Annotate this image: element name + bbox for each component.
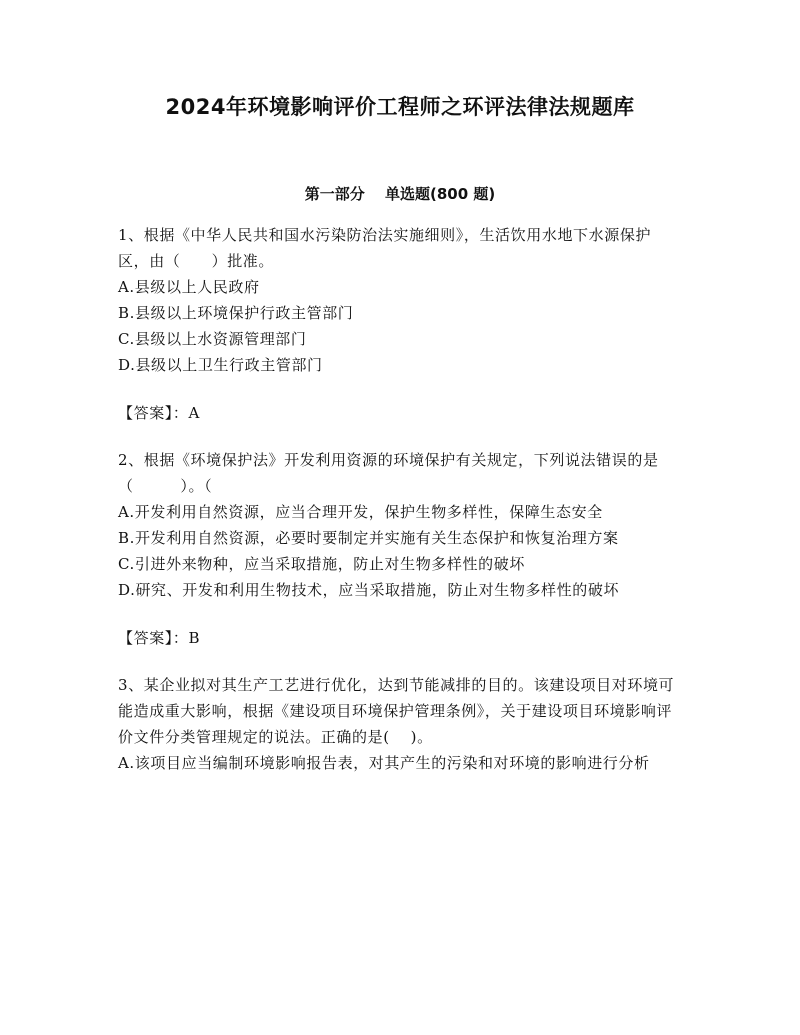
question-1 [118,222,682,426]
option-a: A.该项目应当编制环境影响报告表，对其产生的污染和对环境的影响进行分析 [118,754,650,772]
option-d: D.县级以上卫生行政主管部门 [118,356,323,374]
option-a: A.县级以上人民政府 [118,278,260,296]
answer-value: B [188,629,201,647]
section-title: 第一部分 单选题(800 题) [304,185,496,203]
question-3 [118,672,682,776]
document-title: 2024年环境影响评价工程师之环评法律法规题库 [165,95,635,119]
option-list [118,499,682,603]
answer-value: A [188,404,200,422]
question-text: 1、根据《中华人民共和国水污染防治法实施细则》，生活饮用水地下水源保护区，由（ ）批准。 [118,226,652,270]
option-b: B.县级以上环境保护行政主管部门 [118,304,354,322]
option-list [118,274,682,378]
option-b: B.开发利用自然资源，必要时要制定并实施有关生态保护和恢复治理方案 [118,529,619,547]
option-list [118,750,682,776]
option-d: D.研究、开发和利用生物技术，应当采取措施，防止对生物多样性的破坏 [118,581,620,599]
question-2 [118,447,682,651]
question-text: 3、某企业拟对其生产工艺进行优化，达到节能减排的目的。该建设项目对环境可能造成重大影响，根据《建设项目环境保护管理条例》，关于建设项目环境影响评价文件分类管理规定的说法。正确的是( )。 [118,676,675,746]
option-a: A.开发利用自然资源，应当合理开发，保护生物多样性，保障生态安全 [118,503,603,521]
answer-line [118,625,682,651]
question-text: 2、根据《环境保护法》开发利用资源的环境保护有关规定，下列说法错误的是（ ）。（ [118,451,659,495]
option-c: C.引进外来物种，应当采取措施，防止对生物多样性的破坏 [118,555,525,573]
answer-label: 【答案】： [118,404,189,422]
option-c: C.县级以上水资源管理部门 [118,330,307,348]
answer-line [118,400,682,426]
question-list [118,222,682,776]
answer-label: 【答案】： [118,629,189,647]
